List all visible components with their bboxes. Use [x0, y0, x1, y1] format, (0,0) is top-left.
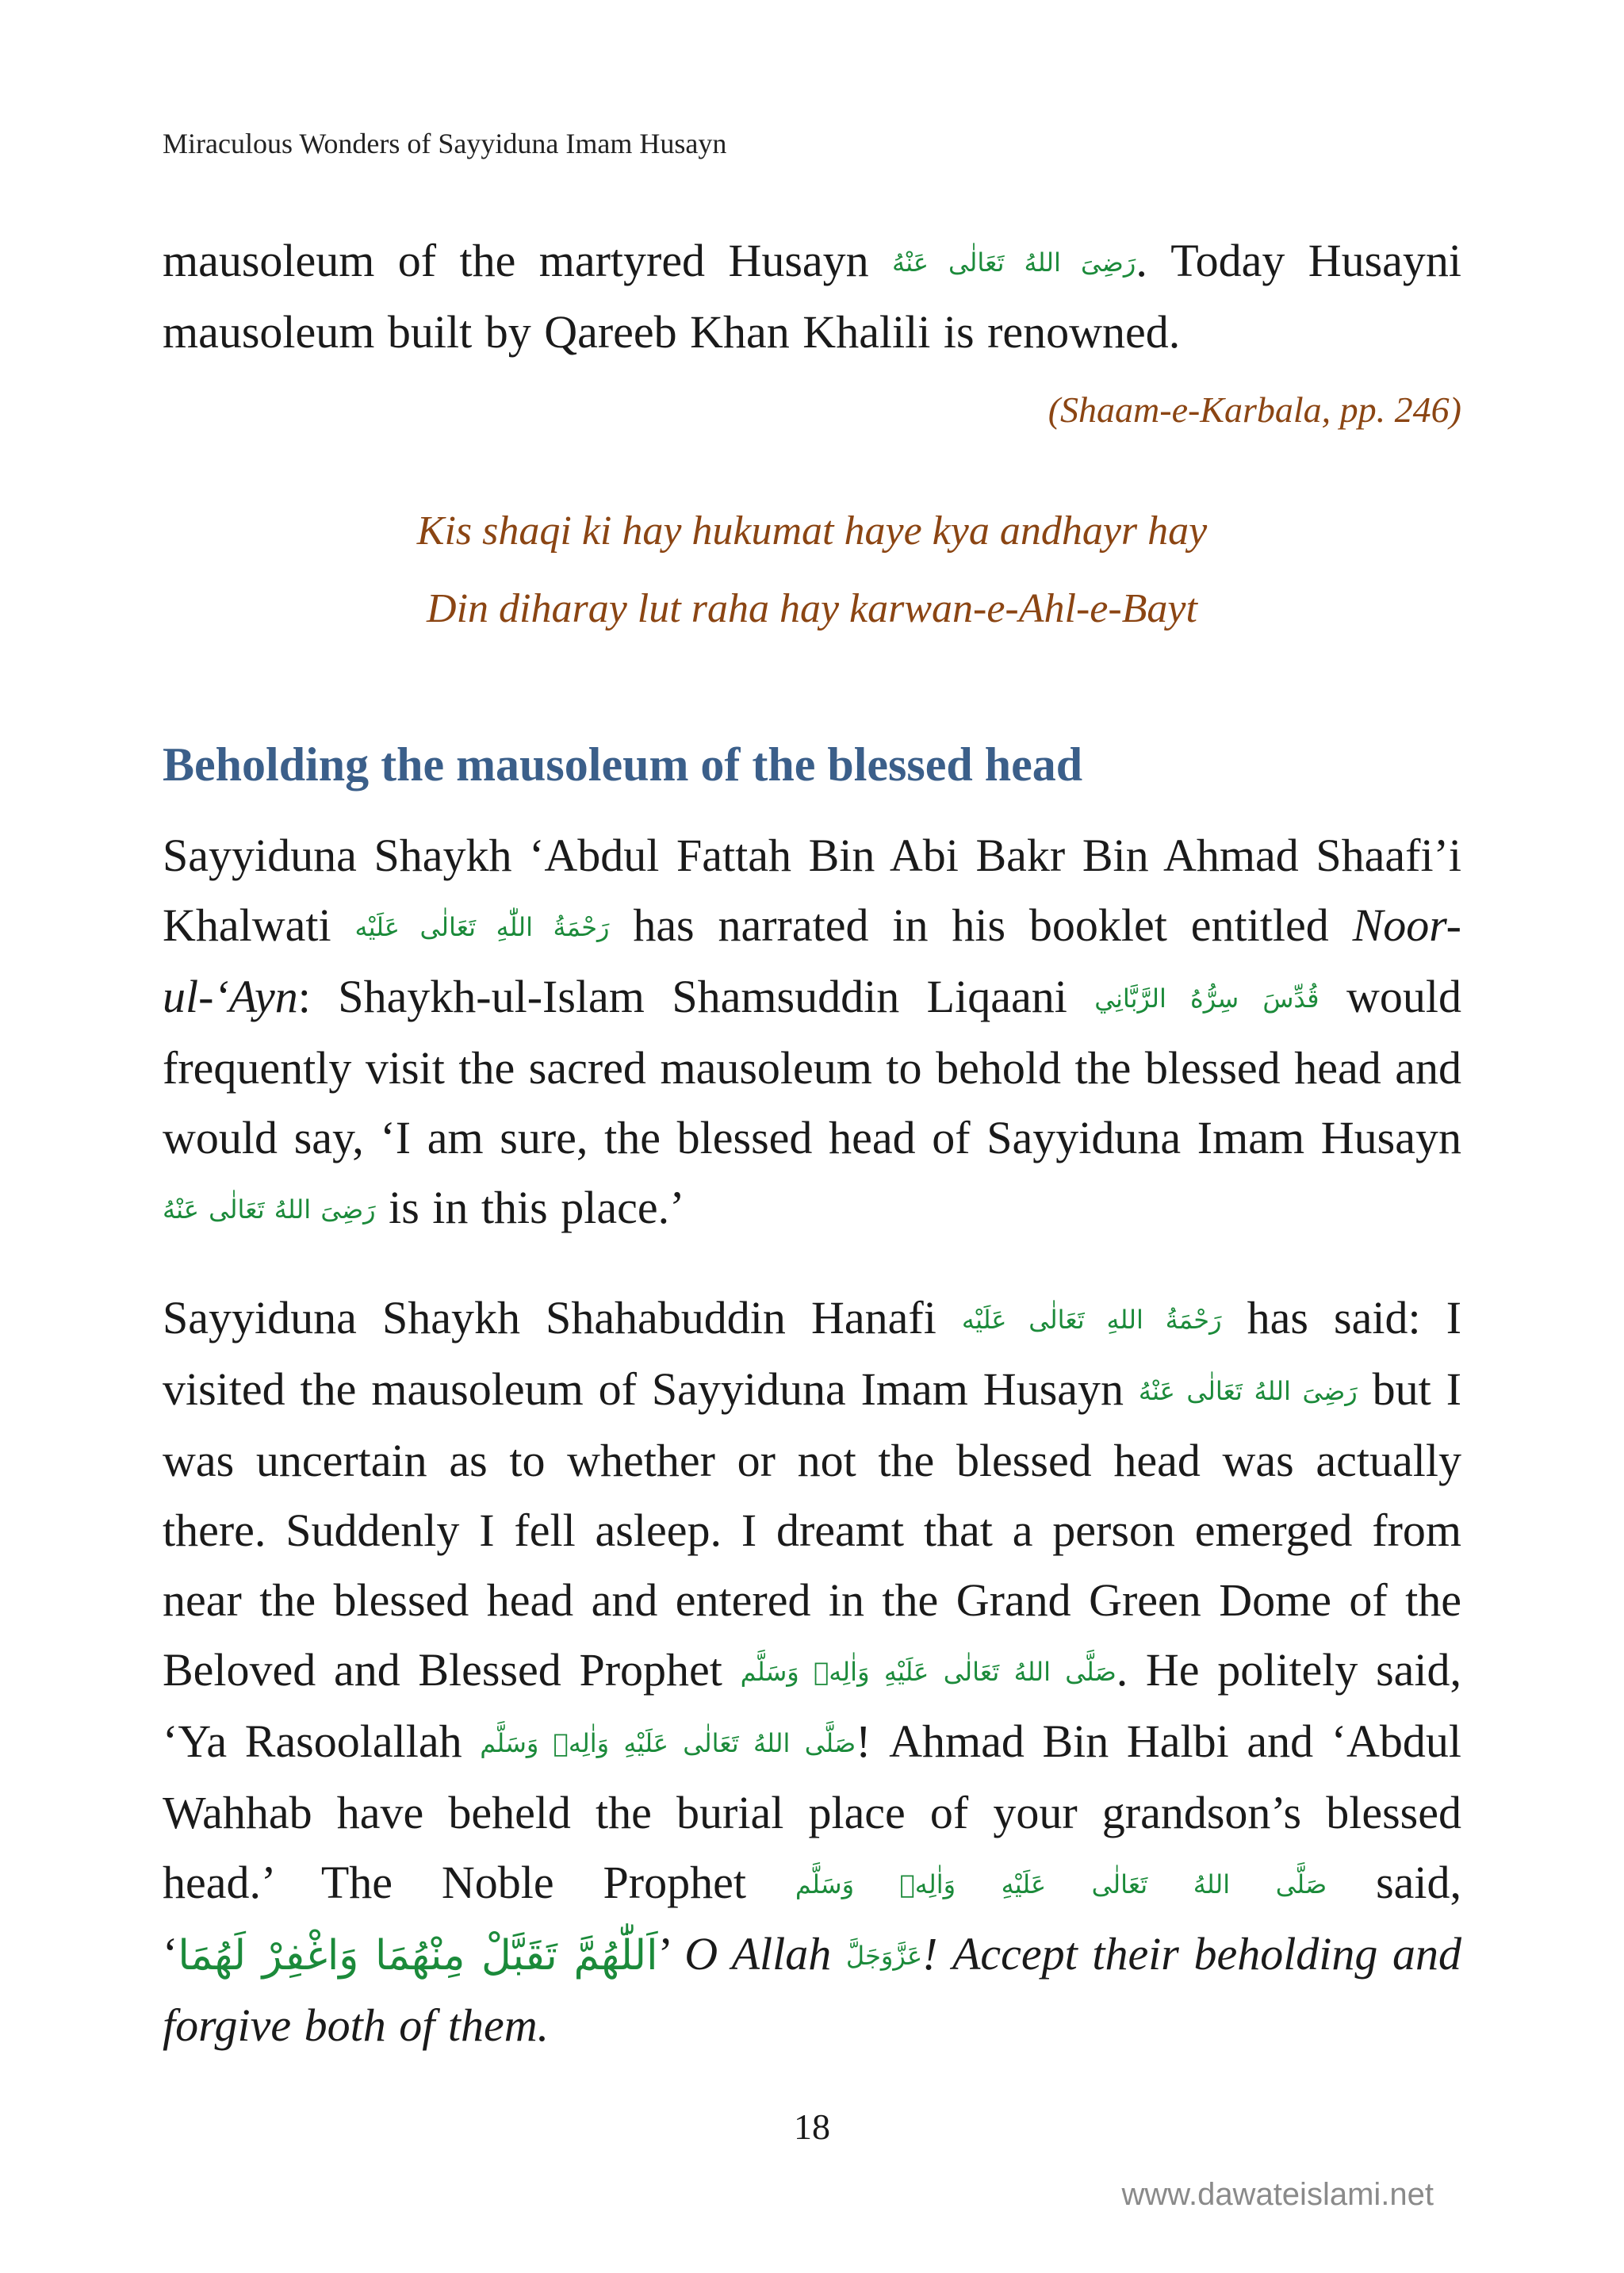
para2-text-3: but I was uncertain as to whether or not the blessed head was actually there. Suddenly I fell asleep. I dreamt that a person emerged from near the blessed head and entered in the Grand Green Dome of the Beloved and Blessed Prophet [163, 1363, 1462, 1696]
section-heading: Beholding the mausoleum of the blessed head [163, 738, 1083, 791]
para1-text-1: Sayyiduna Shaykh ‘Abdul Fattah Bin Abi Bakr Bin Ahmad Shaafi’i Khalwati [163, 830, 1461, 951]
website-watermark: www.dawateislami.net [1121, 2177, 1434, 2212]
honorific-rahmatullah: رَحْمَةُ اللّٰهِ تَعَالٰی عَلَيْه [354, 912, 610, 942]
para2-text-6: said, ‘ [163, 1857, 1461, 1980]
para2-text-7: ’ [657, 1928, 685, 1980]
intro-paragraph [163, 226, 1461, 367]
intro-text-2: . Today Husayni mausoleum built by Qareeb Khan Khalili is renowned. [163, 235, 1462, 358]
running-header: Miraculous Wonders of Sayyiduna Imam Husayn [163, 128, 727, 159]
page-number: 18 [794, 2106, 830, 2147]
honorific-salawat: صَلَّى اللهُ تَعَالٰی عَلَيْهِ وَاٰلِهٖ وَسَلَّم [740, 1657, 1116, 1687]
intro-text-1: mausoleum of the martyred Husayn [163, 235, 893, 286]
para2-text-5: ! Ahmad Bin Halbi and ‘Abdul Wahhab have beheld the burial place of your grandson’s blessed head.’ The Noble Prophet [163, 1715, 1462, 1908]
book-title: Noor-ul-‘Ayn [163, 899, 1461, 1022]
para2-text-9: ! Accept their beholding and forgive both of them. [163, 1928, 1462, 2051]
para2-text-1: Sayyiduna Shaykh Shahabuddin Hanafi [163, 1292, 962, 1343]
para1-text-2: has narrated in his booklet entitled [609, 899, 1353, 951]
paragraph-2 [163, 1283, 1461, 2060]
paragraph-1 [163, 821, 1461, 1244]
honorific-radiallahu-anhu: رَضِیَ اللهُ تَعَالٰی عَنْهُ [1138, 1376, 1358, 1406]
honorific-radiallahu-anhu: رَضِیَ اللهُ تَعَالٰی عَنْهُ [163, 1194, 376, 1225]
honorific-salawat: صَلَّى اللهُ تَعَالٰی عَلَيْهِ وَاٰلِهٖ وَسَلَّم [795, 1869, 1327, 1899]
verse-line-2: Din diharay lut raha hay karwan-e-Ahl-e-Bayt [427, 586, 1197, 631]
honorific-quddisa-sirruhu: قُدِّسَ سِرُّهُ الرَّبَّانِي [1094, 983, 1320, 1014]
honorific-azza-wa-jall: عَزَّوَجَلَّ [845, 1941, 923, 1971]
para2-text-2: has said: I visited the mausoleum of Sayyiduna Imam Husayn [163, 1292, 1462, 1415]
para1-text-4: would frequently visit the sacred mausoleum to behold the blessed head and would say, ‘I am sure, the blessed head of Sayyiduna Imam Husayn [163, 971, 1462, 1163]
honorific-salawat: صَلَّى اللهُ تَعَالٰی عَلَيْهِ وَاٰلِهٖ وَسَلَّم [480, 1728, 856, 1758]
honorific-rahmatullah: رَحْمَةُ اللهِ تَعَالٰی عَلَيْه [961, 1305, 1222, 1335]
para2-text-8: O Allah [684, 1928, 846, 1980]
para2-text-4: . He politely said, ‘Ya Rasoolallah [163, 1644, 1462, 1767]
verse-line-1: Kis shaqi ki hay hukumat haye kya andhayr hay [416, 508, 1208, 554]
honorific-radiallahu-anhu: رَضِیَ اللهُ تَعَالٰی عَنْهُ [892, 247, 1136, 278]
citation: (Shaam-e-Karbala, pp. 246) [1048, 389, 1461, 430]
para1-text-3: : Shaykh-ul-Islam Shamsuddin Liqaani [297, 971, 1095, 1022]
dua-arabic: اَللّٰهُمَّ تَقَبَّلْ مِنْهُمَا وَاغْفِرْ لَهُمَا [178, 1932, 658, 1980]
para1-text-5: is in this place.’ [375, 1182, 685, 1233]
